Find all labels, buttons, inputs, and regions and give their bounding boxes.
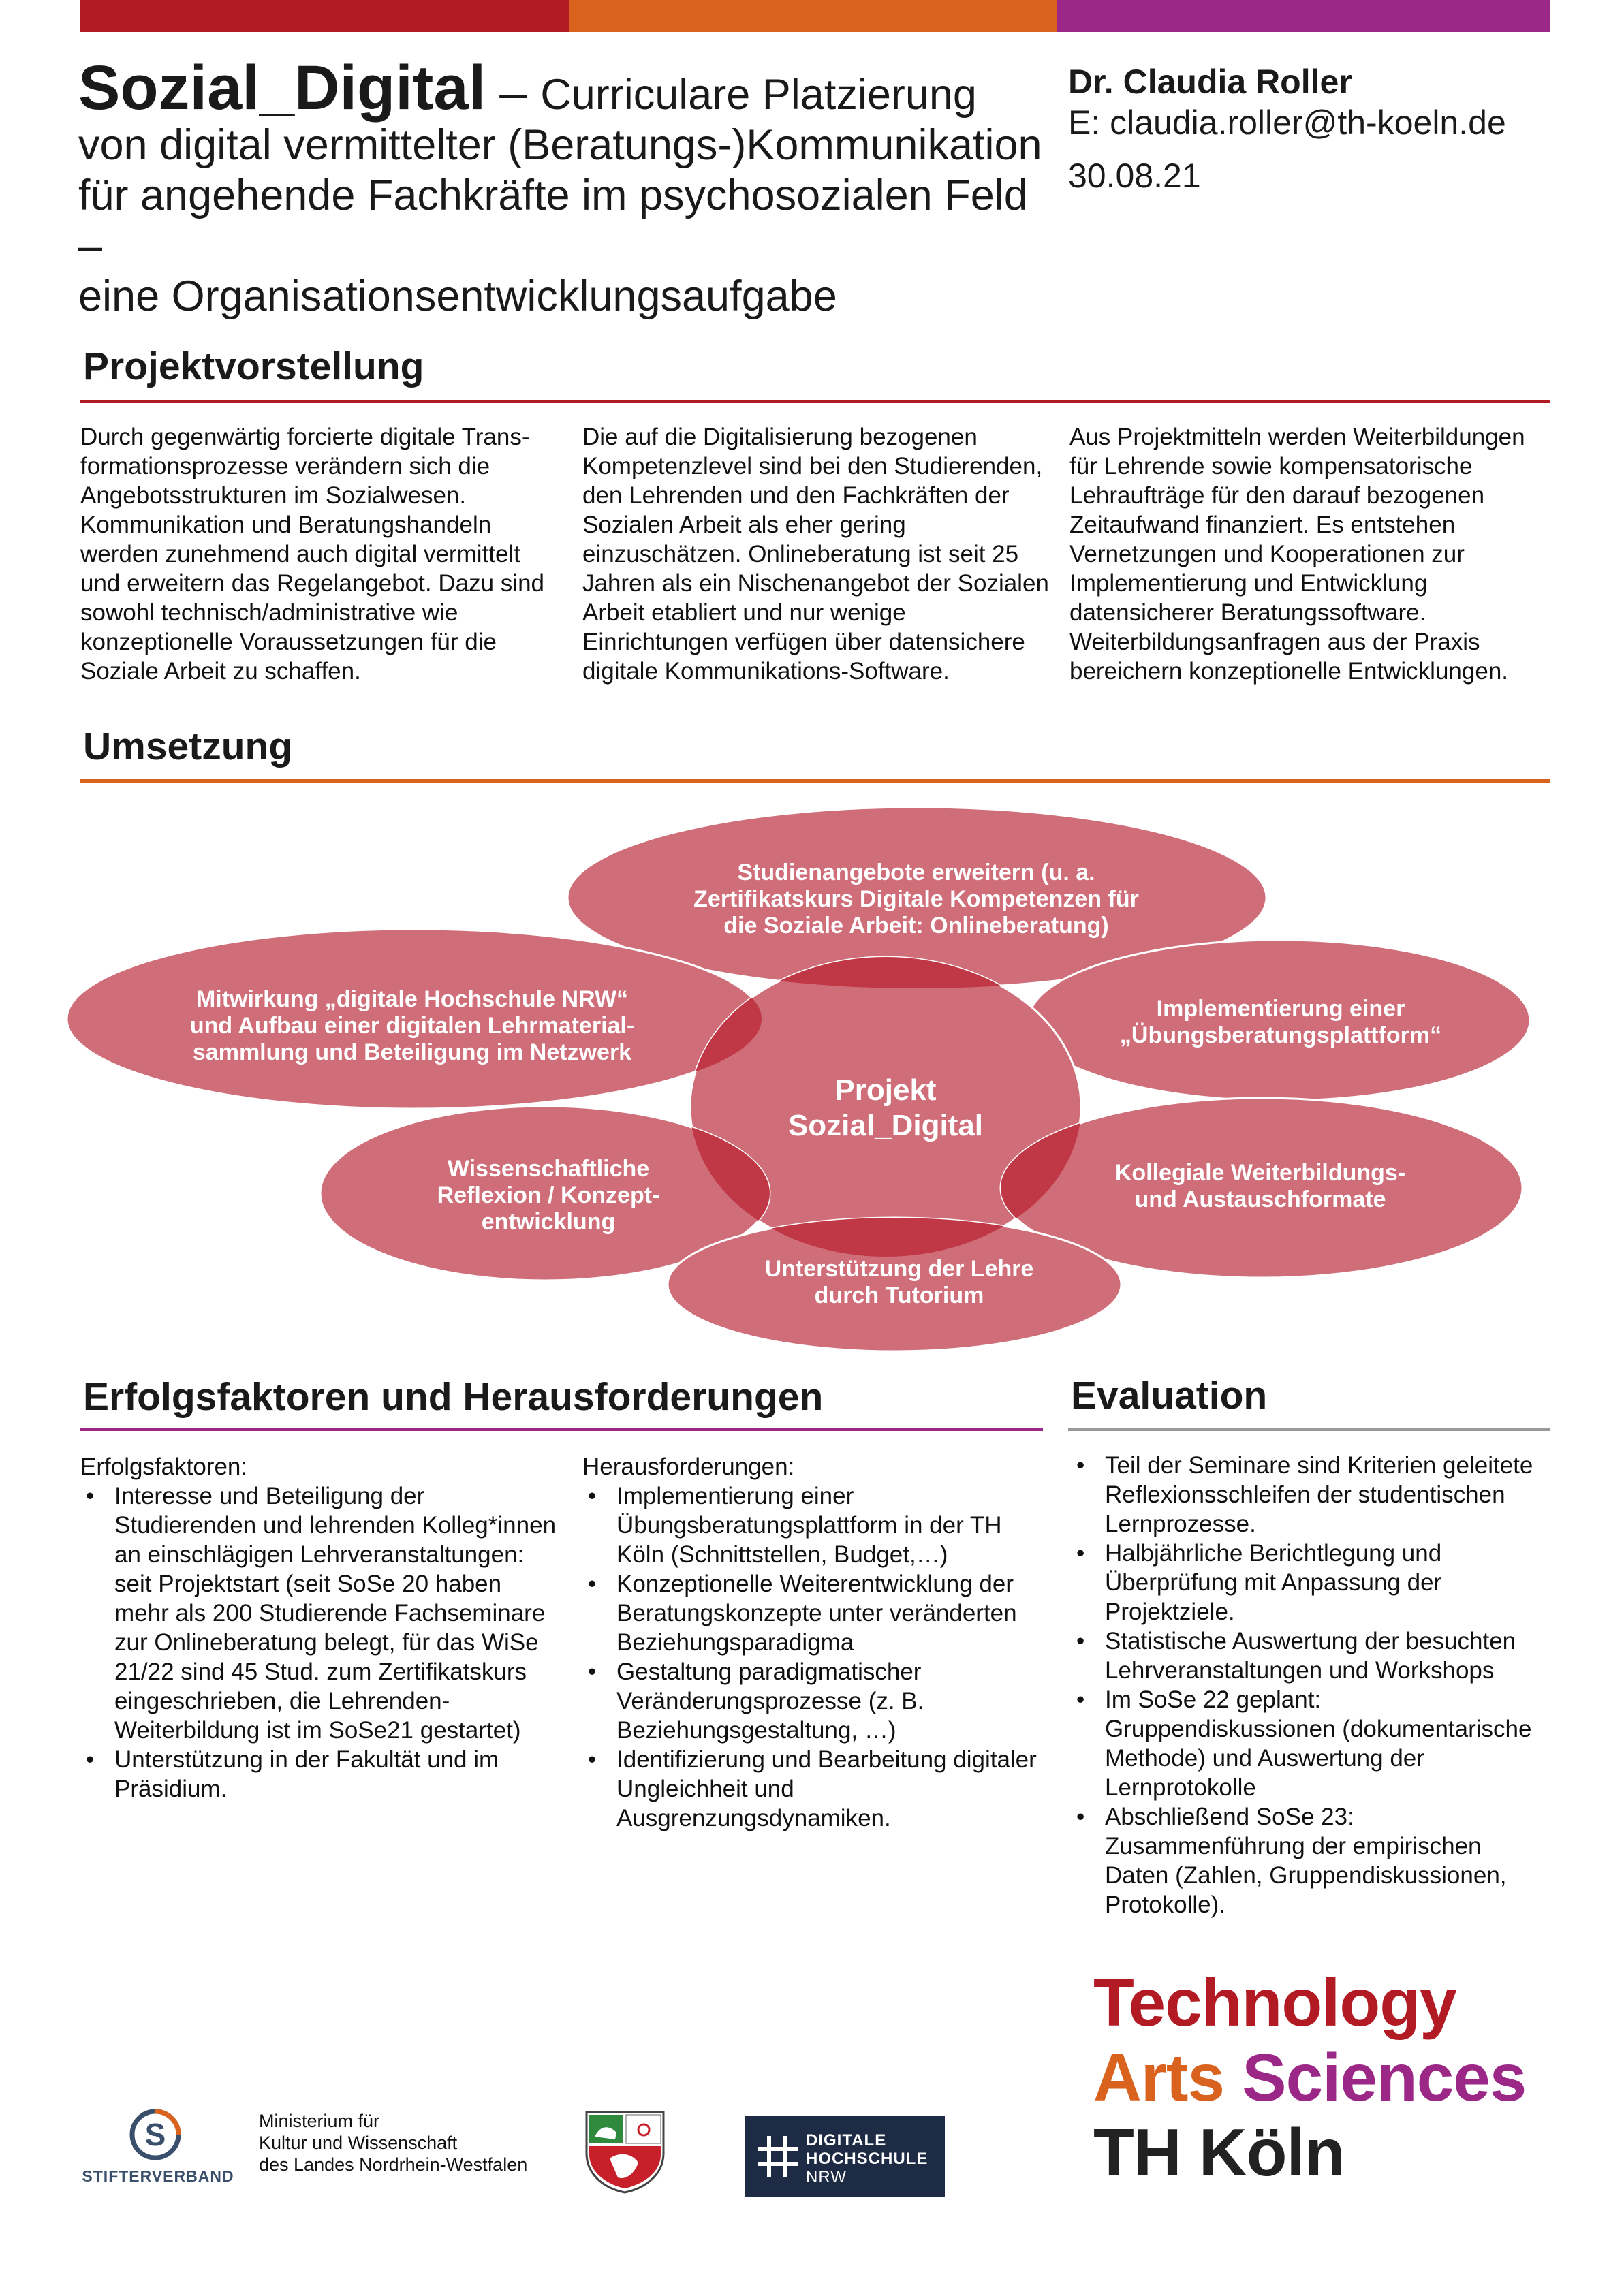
tech-word-arts: Arts: [1093, 2040, 1225, 2115]
section-heading-evaluation: Evaluation: [1071, 1374, 1268, 1417]
title-rest: Curriculare Platzierung: [540, 71, 977, 119]
poster-date: 30.08.21: [1068, 157, 1201, 195]
projekt-text-3: Aus Projektmitteln werden Weiterbildungen für Lehrende sowie kompensatorische Lehraufträge für den darauf bezogenen Zeitaufwand finanziert. Es entstehen Vernetzungen und Kooperationen zur Implementierung und Entwicklung datensicherer Beratungssoftware. Weiterbildungsanfragen aus der Praxis bereichern konzeptionelle Entwicklungen.: [1069, 424, 1525, 685]
list-item: • Gestaltung paradigmatischer Veränderungsprozesse (z. B. Beziehungsgestaltung, …): [616, 1657, 1046, 1745]
list-item: • Abschließend SoSe 23: Zusammenführung der empirischen Daten (Zahlen, Gruppendiskussionen, Protokolle).: [1105, 1802, 1548, 1919]
title-dash: –: [486, 65, 541, 120]
ministerium-text: Ministerium für Kultur und Wissenschaft des Landes Nordrhein-Westfalen: [259, 2111, 528, 2175]
list-item: • Unterstützung in der Fakultät und im Präsidium.: [114, 1745, 557, 1804]
diagram-label-lower-left: Wissenschaftliche Reflexion / Konzept- entwicklung: [437, 1156, 660, 1235]
section-rule-evaluation: [1068, 1428, 1550, 1431]
tech-word-technology: Technology: [1093, 1965, 1456, 2040]
section-heading-projekt: Projektvorstellung: [83, 345, 424, 388]
stifterverband-s-letter: S: [144, 2117, 166, 2152]
section-rule-erfolg: [80, 1428, 1043, 1431]
th-koeln-wordmark: [1093, 1965, 1526, 2190]
tech-word-th-koeln: TH Köln: [1093, 2115, 1345, 2190]
hash-icon: [754, 2133, 802, 2180]
tech-word-sciences: Sciences: [1242, 2040, 1527, 2115]
author-name: Dr. Claudia Roller: [1068, 63, 1352, 101]
erfolg-col-1: [80, 1452, 557, 1804]
section-heading-umsetzung: Umsetzung: [83, 725, 293, 768]
title-line-3: für angehende Fachkräfte im psychosozialen Feld –: [78, 172, 1028, 270]
stifterverband-text: STIFTERVERBAND: [82, 2167, 234, 2185]
diagram-label-top: Studienangebote erweitern (u. a. Zertifikatskurs Digitale Kompetenzen für die Soziale Arbeit: Onlineberatung): [693, 860, 1139, 939]
projekt-text-1: Durch gegenwärtig forcierte digitale Trans-formationsprozesse verändern sich die Angebotsstrukturen im Sozialwesen. Kommunikation und Beratungshandeln werden zunehmend auch digital vermittelt und erweitern das Regelangebot. Dazu sind sowohl technisch/administrative wie konzeptionelle Voraussetzungen für die Soziale Arbeit zu schaffen.: [80, 424, 544, 685]
author-email: E: claudia.roller@th-koeln.de: [1068, 104, 1506, 142]
stifterverband-logo: [76, 2109, 240, 2190]
list-item: • Teil der Seminare sind Kriterien geleitete Reflexionsschleifen der studentischen Lernprozesse.: [1105, 1451, 1548, 1539]
dh-line-1: DIGITALE: [806, 2131, 887, 2150]
tech-line-arts-sciences: [1093, 2040, 1526, 2115]
digitale-hochschule-nrw-logo: [745, 2116, 945, 2197]
dh-text: [806, 2131, 928, 2186]
projekt-text-2: Die auf die Digitalisierung bezogenen Kompetenzlevel sind bei den Studierenden, den Lehrenden und den Fachkräften der Sozialen Arbeit als eher gering einzuschätzen. Onlineberatung ist seit 25 Jahren als ein Nischenangebot der Sozialen Arbeit etabliert und nur wenige Einrichtungen verfügen über datensichere digitale Kommunikations-Software.: [582, 424, 1049, 685]
diagram-label-center: Projekt Sozial_Digital: [787, 1073, 984, 1142]
list-item: • Statistische Auswertung der besuchten Lehrveranstaltungen und Workshops: [1105, 1626, 1548, 1685]
list-item: • Implementierung einer Übungsberatungsplattform in der TH Köln (Schnittstellen, Budget,…): [616, 1481, 1046, 1569]
list-item: • Halbjährliche Berichtlegung und Überprüfung mit Anpassung der Projektziele.: [1105, 1539, 1548, 1626]
title-main: Sozial_Digital: [78, 53, 486, 123]
nrw-coat-of-arms-icon: [582, 2109, 668, 2195]
list-item: • Konzeptionelle Weiterentwicklung der Beratungskonzepte unter veränderten Beziehungsparadigma: [616, 1569, 1046, 1657]
erfolg-col-2: [582, 1452, 1046, 1833]
list-item: • Interesse und Beteiligung der Studierenden und lehrenden Kolleg*innen an einschlägigen Lehrveranstaltungen: seit Projektstart (seit SoSe 20 haben mehr als 200 Studierende Fachseminare zur Onlineberatung belegt, für das WiSe 21/22 sind 45 Stud. zum Zertifikatskurs eingeschrieben, die Lehrenden-Weiterbildung ist im SoSe21 gestartet): [114, 1481, 557, 1745]
evaluation-col: [1071, 1451, 1548, 1919]
diagram-label-right: Implementierung einer „Übungsberatungsplattform“: [1119, 996, 1442, 1048]
list-item: • Identifizierung und Bearbeitung digitaler Ungleichheit und Ausgrenzungsdynamiken.: [616, 1745, 1046, 1833]
dh-line-2: HOCHSCHULE: [806, 2150, 928, 2168]
diagram-label-left: Mitwirkung „digitale Hochschule NRW“ und Aufbau einer digitalen Lehrmaterial- sammlung und Beteiligung im Netzwerk: [189, 986, 635, 1065]
list-item: • Im SoSe 22 geplant: Gruppendiskussionen (dokumentarische Methode) und Auswertung der Lernprotokolle: [1105, 1685, 1548, 1802]
title-line-2: von digital vermittelter (Beratungs-)Kommunikation: [78, 121, 1042, 169]
erfolg-col2-title: Herausforderungen:: [582, 1453, 795, 1480]
diagram-label-bottom: Unterstützung der Lehre durch Tutorium: [764, 1256, 1034, 1308]
section-heading-erfolg: Erfolgsfaktoren und Herausforderungen: [83, 1375, 824, 1419]
erfolg-col1-title: Erfolgsfaktoren:: [80, 1453, 248, 1480]
title-line-4: eine Organisationsentwicklungsaufgabe: [78, 272, 837, 320]
diagram-label-lower-right: Kollegiale Weiterbildungs- und Austauschformate: [1114, 1160, 1406, 1212]
dh-line-3: NRW: [806, 2168, 847, 2186]
